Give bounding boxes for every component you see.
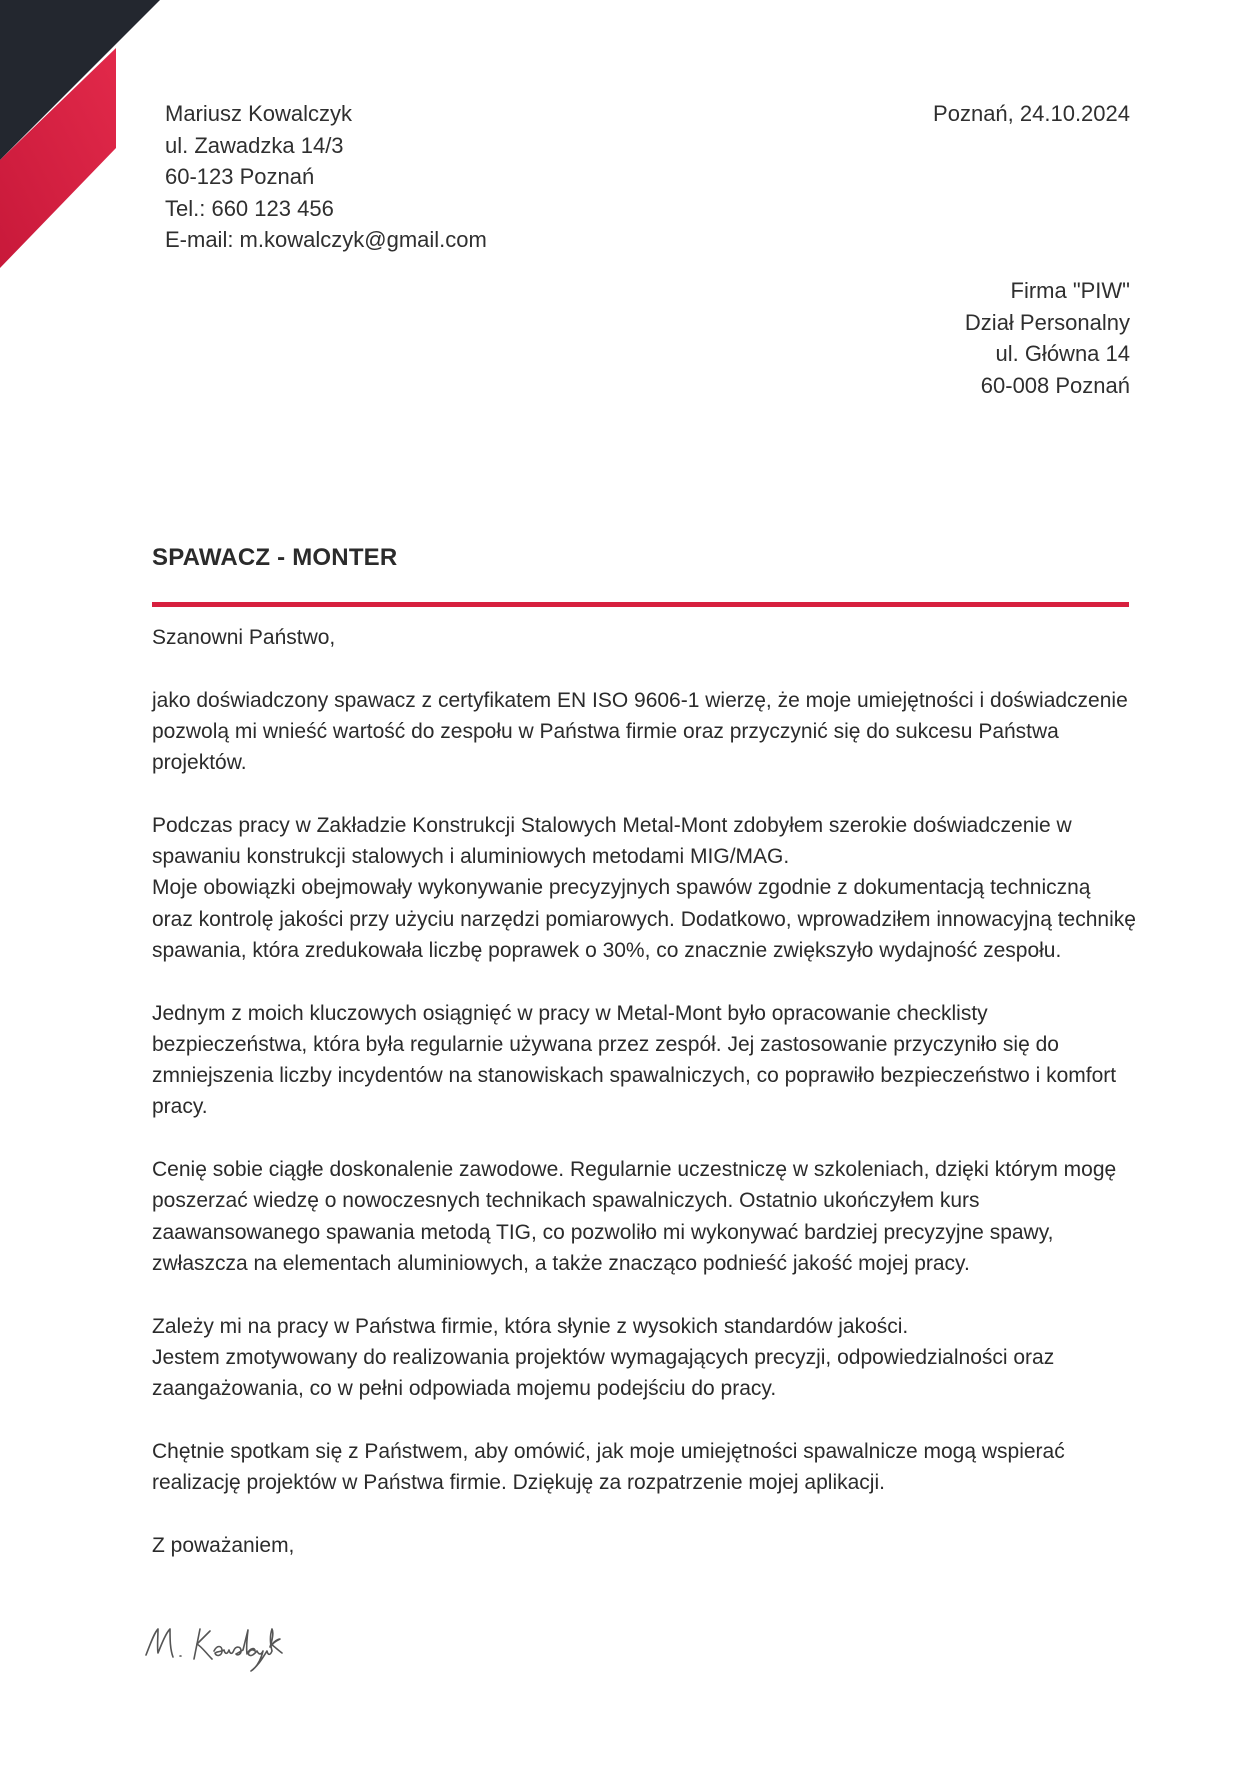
paragraph-experience-line-1: Podczas pracy w Zakładzie Konstrukcji Stalowych Metal-Mont zdobyłem szerokie doświadczenie w spawaniu konstrukcji stalowych i aluminiowych metodami MIG/MAG. (152, 813, 1072, 869)
letter-date: Poznań, 24.10.2024 (933, 101, 1130, 126)
paragraph-development: Cenię sobie ciągłe doskonalenie zawodowe. Regularnie uczestniczę w szkoleniach, dzięki którym mogę poszerzać wiedzę o nowoczesnych technikach spawalniczych. Ostatnio ukończyłem kurs zaawansowanego spawania metodą TIG, co pozwoliło mi wykonywać bardziej precyzyjne spawy, zwłaszcza na elementach aluminiowych, a także znacząco podnieść jakość mojej pracy. (152, 1158, 1117, 1275)
recipient-company: Firma "PIW" (1010, 278, 1130, 303)
paragraph-achievement: Jednym z moich kluczowych osiągnięć w pracy w Metal-Mont było opracowanie checklisty bezpieczeństwa, która była regularnie używana przez zespół. Jej zastosowanie przyczyniło się do zmniejszenia liczby incydentów na stanowiskach spawalniczych, co poprawiło bezpieczeństwo i komfort pracy. (152, 1001, 1117, 1119)
signature (140, 1615, 340, 1675)
paragraph-closing: Chętnie spotkam się z Państwem, aby omówić, jak moje umiejętności spawalnicze mogą wspierać realizację projektów w Państwa firmie. Dziękuję za rozpatrzenie mojej aplikacji. (152, 1439, 1065, 1495)
paragraph-experience (152, 810, 1137, 966)
sender-city: 60-123 Poznań (165, 164, 315, 189)
title-divider (152, 602, 1129, 607)
sender-block (165, 98, 487, 256)
paragraph-motivation (152, 1311, 1137, 1405)
greeting: Szanowni Państwo, (152, 626, 336, 649)
corner-decoration (0, 0, 170, 280)
closing-salutation: Z poważaniem, (152, 1533, 295, 1557)
paragraph-intro: jako doświadczony spawacz z certyfikatem EN ISO 9606-1 wierzę, że moje umiejętności i doświadczenie pozwolą mi wnieść wartość do zespołu w Państwa firmie oraz przyczynić się do sukcesu Państwa projektów. (152, 688, 1128, 775)
sender-name: Mariusz Kowalczyk (165, 101, 353, 126)
sender-street: ul. Zawadzka 14/3 (165, 132, 344, 158)
sender-phone: Tel.: 660 123 456 (165, 195, 334, 221)
recipient-street: ul. Główna 14 (995, 341, 1130, 366)
paragraph-motivation-line-1: Zależy mi na pracy w Państwa firmie, która słynie z wysokich standardów jakości. (152, 1314, 909, 1338)
letter-body (152, 622, 1137, 1592)
paragraph-motivation-line-2: Jestem zmotywowany do realizowania projektów wymagających precyzji, odpowiedzialności oraz zaangażowania, co w pełni odpowiada mojemu podejściu do pracy. (152, 1345, 1055, 1401)
sender-email: E-mail: m.kowalczyk@gmail.com (165, 227, 487, 252)
position-title: SPAWACZ - MONTER (152, 544, 398, 571)
recipient-department: Dział Personalny (964, 309, 1130, 335)
recipient-city: 60-008 Poznań (980, 372, 1130, 398)
paragraph-experience-line-2: Moje obowiązki obejmowały wykonywanie precyzyjnych spawów zgodnie z dokumentacją techniczną oraz kontrolę jakości przy użyciu narzędzi pomiarowych. Dodatkowo, wprowadziłem innowacyjną technikę spawania, która zredukowała liczbę poprawek o 30%, co znacznie zwiększyło wydajność zespołu. (152, 876, 1136, 962)
recipient-block (965, 275, 1130, 401)
